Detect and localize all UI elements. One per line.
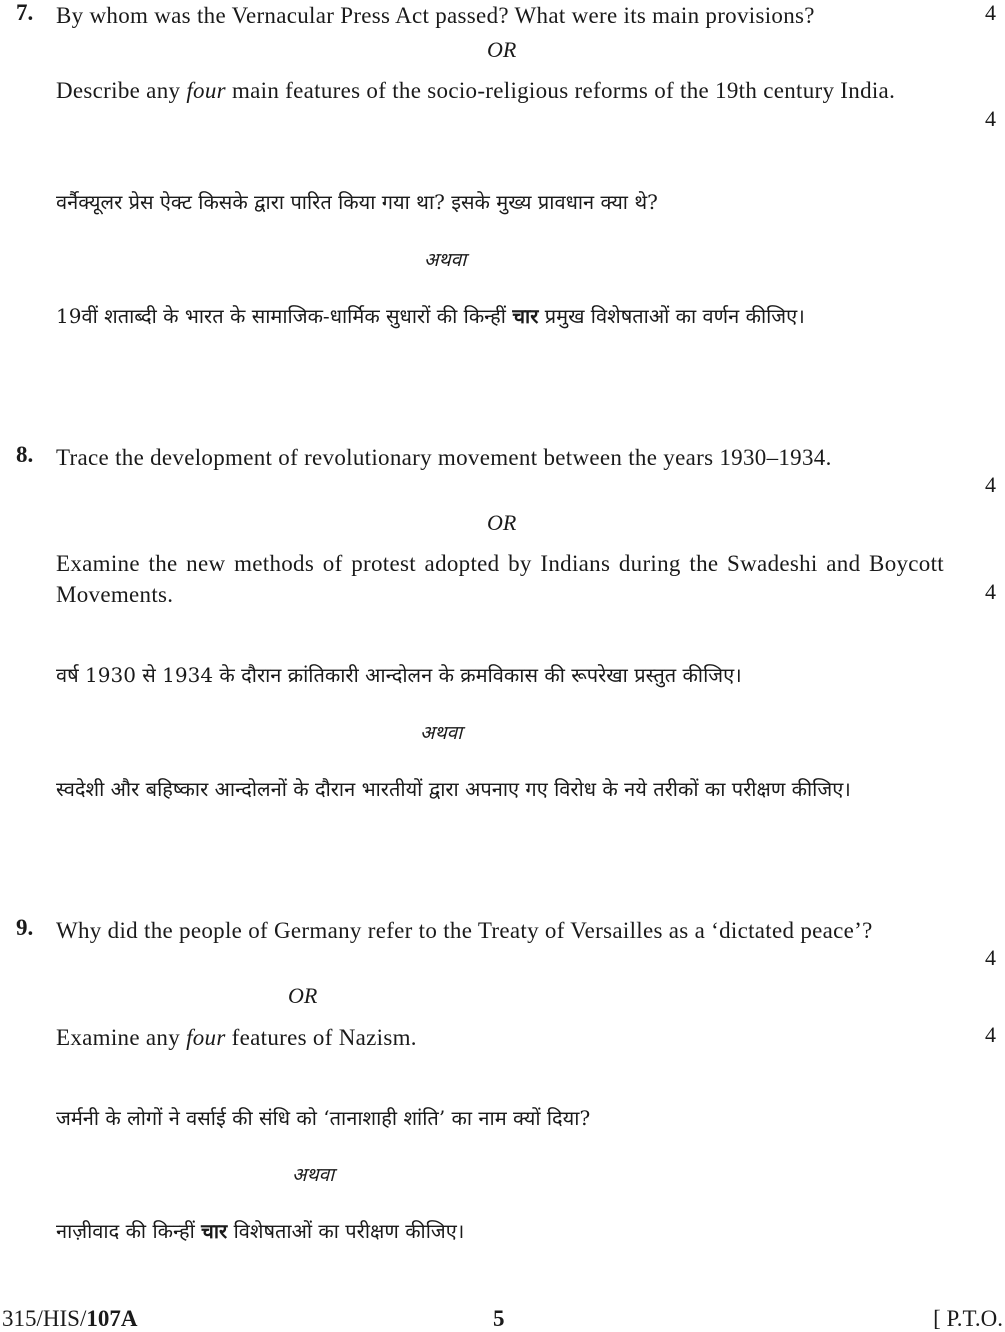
q8-english-alternative: Examine the new methods of protest adopted by Indians during the Swadeshi and Boycott Movements. [56,551,944,607]
paper-code-prefix: 315/HIS/ [2,1306,87,1331]
q7-or: OR [487,37,517,62]
q7-english-question: By whom was the Vernacular Press Act passed? What were its main provisions? [56,3,815,28]
paper-code-bold: 107A [86,1306,138,1331]
page-number: 5 [493,1306,505,1331]
q9-alt-text-post: features of Nazism. [225,1025,417,1050]
q8-marks-b: 4 [985,579,996,604]
q9-english-question: Why did the people of Germany refer to the Treaty of Versailles as a ‘dictated peace’? [56,918,873,943]
q7-hindi-question: वर्नैक्यूलर प्रेस ऐक्ट किसके द्वारा पारित किया गया था? इसके मुख्य प्रावधान क्या थे? [56,190,658,214]
q7-marks-a: 4 [985,0,996,25]
paper-code [2,1306,137,1332]
q8-or: OR [487,510,517,535]
q9-alt-text-emphasis: four [186,1025,226,1050]
q7-marks-b: 4 [985,106,996,131]
q9-hindi-question: जर्मनी के लोगों ने वर्साई की संधि को ‘तानाशाही शांति’ का नाम क्यों दिया? [56,1106,591,1130]
q9-hindi-alt-bold: चार [201,1219,228,1243]
q8-hindi-question: वर्ष 1930 से 1934 के दौरान क्रांतिकारी आन्दोलन के क्रमविकास की रूपरेखा प्रस्तुत कीजिए। [56,663,742,687]
question-number-8: 8. [16,442,34,467]
q7-hindi-alt-pre: 19वीं शताब्दी के भारत के सामाजिक-धार्मिक सुधारों की किन्हीं [56,304,513,328]
q7-hindi-alt-bold: चार [512,304,539,328]
question-number-7: 7. [16,0,34,25]
q9-hindi-or: अथवा [292,1164,335,1186]
q7-alt-text-emphasis: four [186,78,226,103]
q7-english-alternative [56,75,944,106]
q9-marks-b: 4 [985,1022,996,1047]
q8-hindi-or: अथवा [420,722,463,744]
q7-alt-text-post: main features of the socio-religious reforms of the 19th century India. [225,78,896,103]
q9-hindi-alternative [56,1215,944,1248]
q9-or: OR [288,983,318,1008]
q8-marks-a: 4 [985,472,996,497]
please-turn-over: [ P.T.O. [933,1306,1003,1331]
q8-english-question: Trace the development of revolutionary movement between the years 1930–1934. [56,445,832,470]
q7-alt-text-pre: Describe any [56,78,187,103]
q9-hindi-alt-pre: नाज़ीवाद की किन्हीं [56,1219,202,1243]
q7-hindi-or: अथवा [424,249,467,271]
q9-alt-text-pre: Examine any [56,1025,187,1050]
q7-hindi-alternative [56,300,944,333]
q9-hindi-alt-post: विशेषताओं का परीक्षण कीजिए। [227,1219,465,1243]
question-number-9: 9. [16,915,34,940]
q9-english-alternative [56,1022,944,1053]
q7-hindi-alt-post: प्रमुख विशेषताओं का वर्णन कीजिए। [538,304,805,328]
q8-hindi-alternative: स्वदेशी और बहिष्कार आन्दोलनों के दौरान भारतीयों द्वारा अपनाए गए विरोध के नये तरीकों का परीक्षण कीजिए। [56,777,851,801]
q9-marks-a: 4 [985,945,996,970]
